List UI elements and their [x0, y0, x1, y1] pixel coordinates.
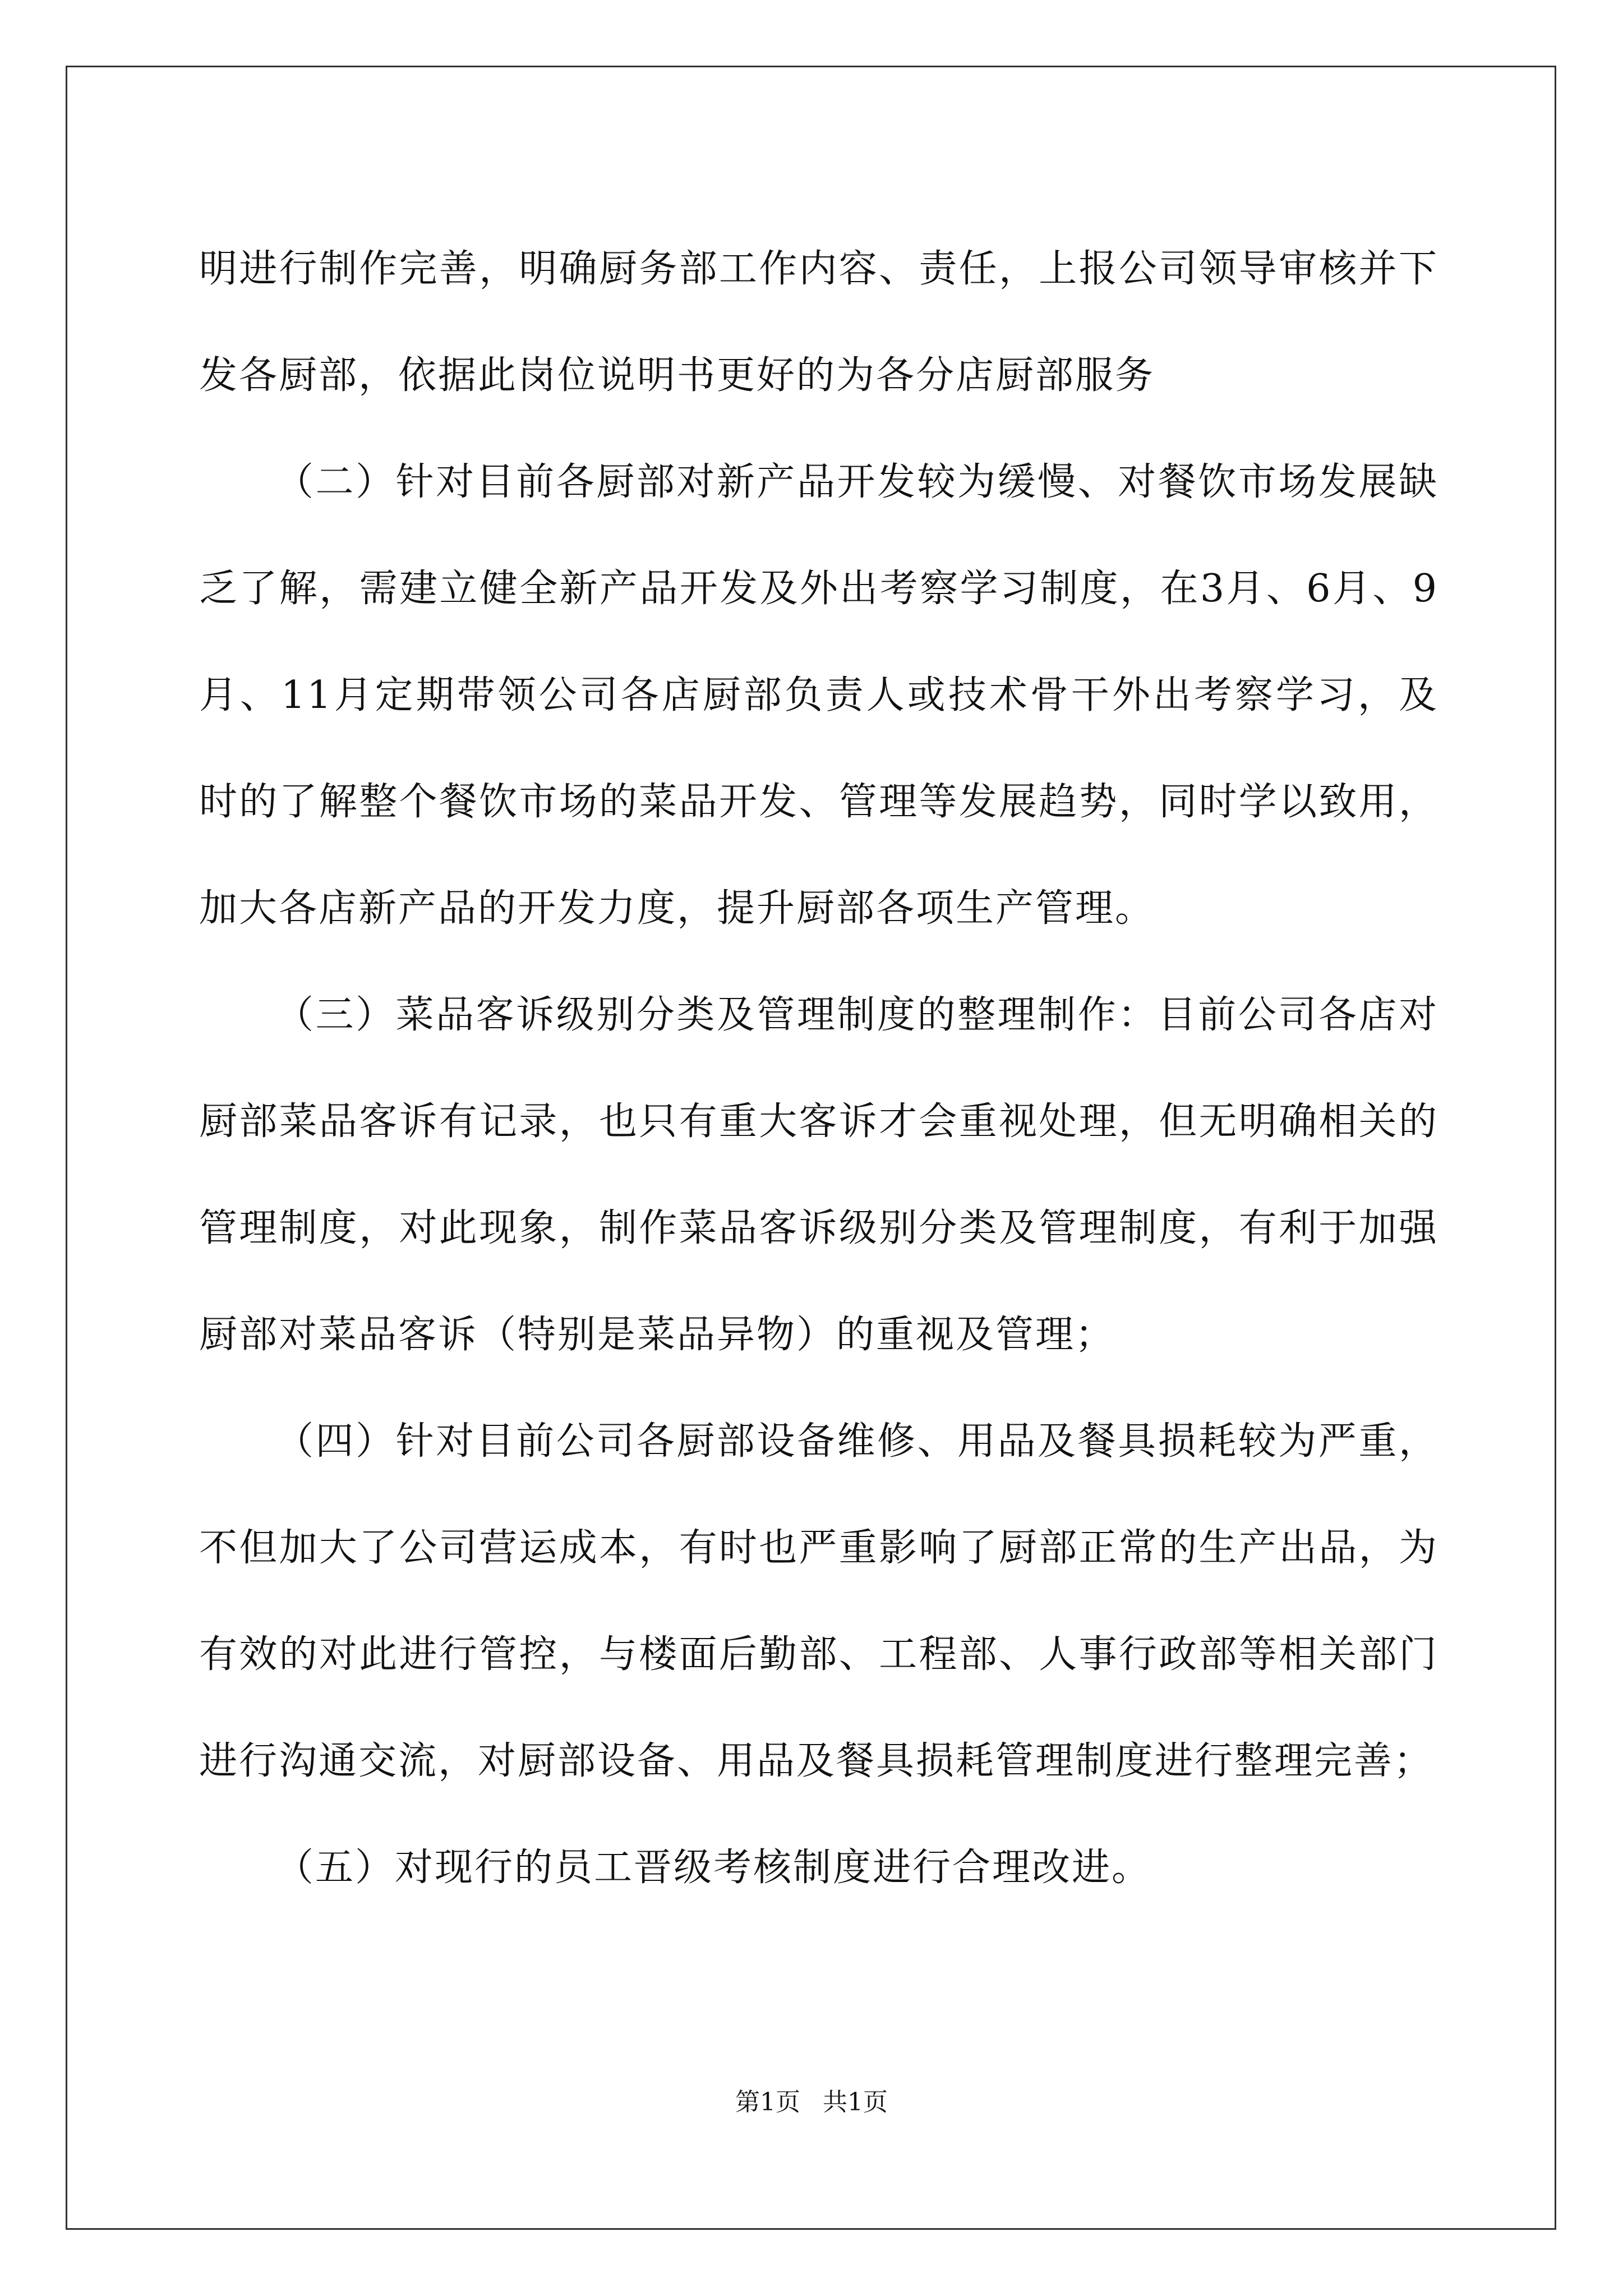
paragraph-item-3: （三）菜品客诉级别分类及管理制度的整理制作：目前公司各店对厨部菜品客诉有记录，也只有重大客诉才会重视处理，但无明确相关的管理制度，对此现象，制作菜品客诉级别分类及管理制度，有利于加强厨部对菜品客诉（特别是菜品异物）的重视及管理； — [199, 993, 1438, 1357]
paragraph-item-2: （二）针对目前各厨部对新产品开发较为缓慢、对餐饮市场发展缺乏了解，需建立健全新产品开发及外出考察学习制度，在3月、6月、9月、11月定期带领公司各店厨部负责人或技术骨干外出考察学习，及时的了解整个餐饮市场的菜品开发、管理等发展趋势，同时学以致用，加大各店新产品的开发力度，提升厨部各项生产管理。 — [199, 460, 1438, 931]
document-body — [199, 216, 1438, 1921]
page-number-current: 第1页 — [735, 2088, 800, 2116]
paragraph-item-4: （四）针对目前公司各厨部设备维修、用品及餐具损耗较为严重，不但加大了公司营运成本，有时也严重影响了厨部正常的生产出品，为有效的对此进行管控，与楼面后勤部、工程部、人事行政部等相关部门进行沟通交流，对厨部设备、用品及餐具损耗管理制度进行整理完善； — [199, 1419, 1438, 1783]
paragraph-continuation: 明进行制作完善，明确厨务部工作内容、责任，上报公司领导审核并下发各厨部，依据此岗位说明书更好的为各分店厨部服务 — [199, 247, 1438, 398]
paragraph-item-5: （五）对现行的员工晋级考核制度进行合理改进。 — [275, 1846, 1152, 1890]
page-number-total: 共1页 — [823, 2088, 888, 2116]
page-footer — [0, 2086, 1623, 2119]
